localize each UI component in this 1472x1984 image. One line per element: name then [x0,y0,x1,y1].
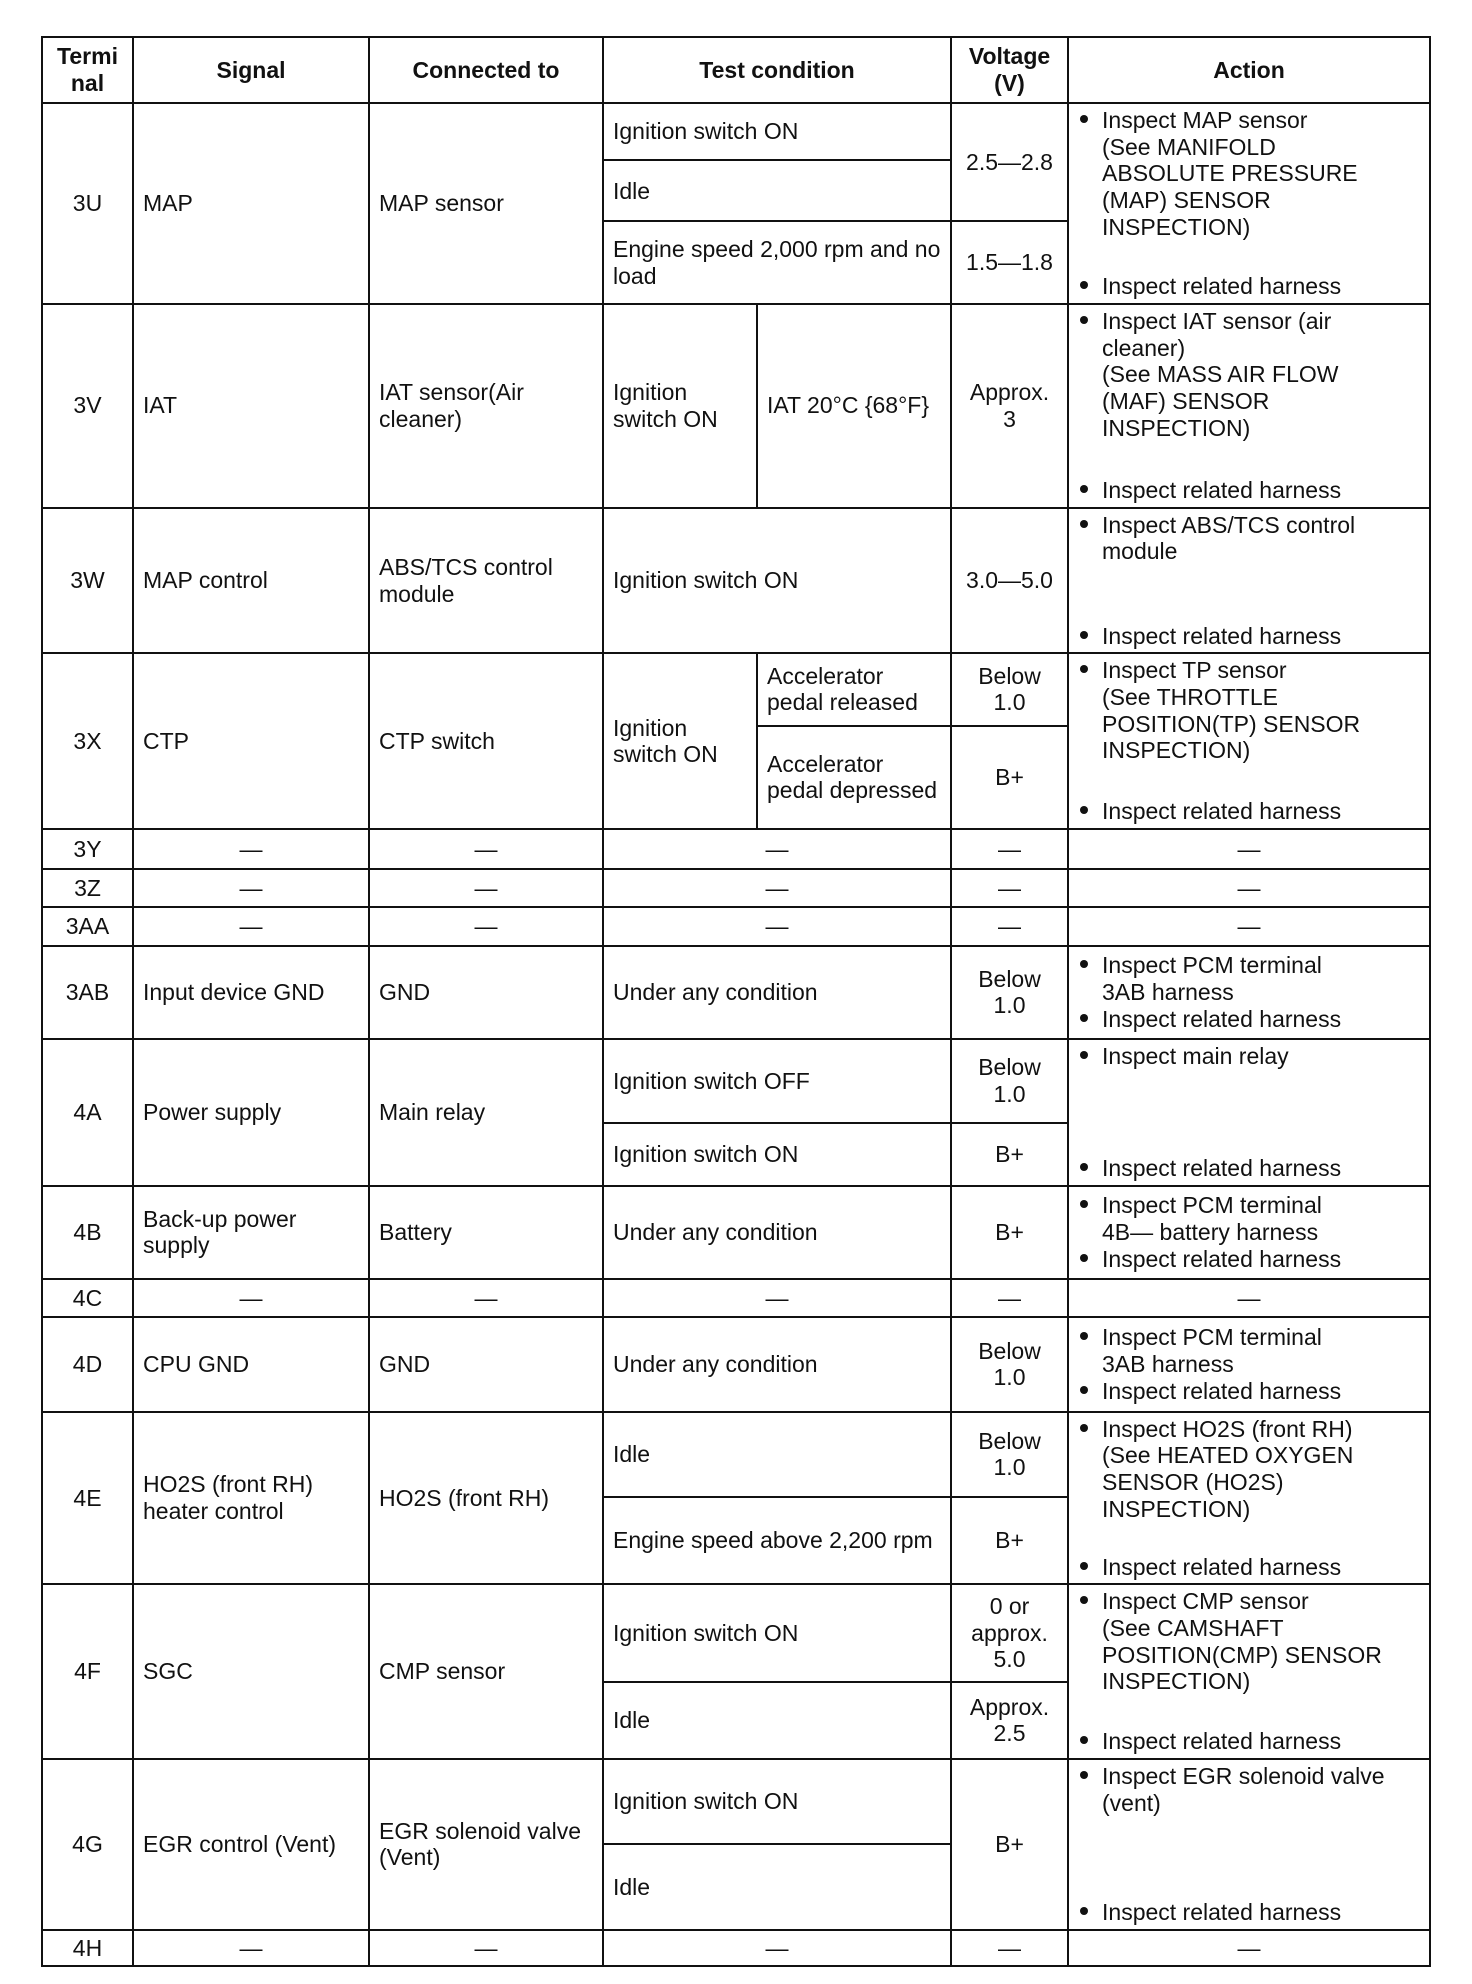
action-text: Inspect related harness [1102,273,1342,300]
action-text: Inspect related harness [1102,1377,1342,1404]
bullet-icon [1080,1200,1088,1208]
action-text: Inspect related harness [1102,622,1342,649]
action-cell [1068,653,1430,829]
bullet-icon [1080,631,1088,639]
action-text: Inspect related harness [1102,1728,1342,1755]
signal-cell: MAP control [133,508,369,654]
table-row [42,946,1430,1039]
connected-cell: MAP sensor [369,103,603,304]
empty-cell: — [1068,869,1430,907]
action-reference: (See MANIFOLD ABSOLUTE PRESSURE (MAP) SENSOR INSPECTION) [1102,133,1358,240]
action-cell [1068,1759,1430,1930]
table-row [42,1584,1430,1681]
header-signal: Signal [133,37,369,103]
voltage-cell: Below 1.0 [951,653,1068,725]
empty-cell: — [603,1930,951,1966]
test-condition-cell: Idle [603,1844,951,1929]
empty-cell: — [369,829,603,869]
terminal-cell: 4A [42,1039,133,1186]
terminal-cell: 3U [42,103,133,304]
voltage-cell: 2.5—2.8 [951,103,1068,221]
empty-cell: — [951,869,1068,907]
empty-cell: — [1068,907,1430,945]
terminal-cell: 3W [42,508,133,654]
connected-cell: ABS/TCS control module [369,508,603,654]
action-cell [1068,304,1430,508]
terminal-cell: 4D [42,1317,133,1411]
voltage-cell: B+ [951,726,1068,829]
terminal-cell: 3V [42,304,133,508]
connected-cell: HO2S (front RH) [369,1412,603,1585]
test-condition-cell: Idle [603,160,951,221]
bullet-icon [1080,1163,1088,1171]
test-condition-cell: Ignition switch ON [603,653,757,829]
empty-cell: — [951,1279,1068,1317]
connected-cell: Battery [369,1186,603,1279]
action-text: Inspect related harness [1102,1245,1342,1272]
test-condition-cell: Engine speed 2,000 rpm and no load [603,221,951,303]
bullet-icon [1080,1424,1088,1432]
action-text: Inspect HO2S (front RH) [1102,1415,1353,1442]
test-condition-cell: Under any condition [603,1186,951,1279]
table-row [42,653,1430,725]
bullet-icon [1080,281,1088,289]
connected-cell: EGR solenoid valve (Vent) [369,1759,603,1930]
action-cell [1068,1317,1430,1411]
bullet-icon [1080,1386,1088,1394]
terminal-cell: 4G [42,1759,133,1930]
signal-cell: Power supply [133,1039,369,1186]
signal-cell: HO2S (front RH) heater control [133,1412,369,1585]
bullet-icon [1080,1014,1088,1022]
test-condition-cell: Engine speed above 2,200 rpm [603,1497,951,1584]
table-row [42,1279,1430,1317]
voltage-cell: B+ [951,1123,1068,1185]
action-text: Inspect CMP sensor [1102,1588,1309,1615]
empty-cell: — [603,869,951,907]
terminal-cell: 3AA [42,907,133,945]
table-row [42,1930,1430,1966]
action-text: Inspect related harness [1102,1899,1342,1926]
voltage-cell: Below 1.0 [951,946,1068,1039]
terminal-cell: 4B [42,1186,133,1279]
table-row [42,869,1430,907]
connected-cell: Main relay [369,1039,603,1186]
empty-cell: — [1068,1279,1430,1317]
table-row [42,1186,1430,1279]
bullet-icon [1080,1051,1088,1059]
empty-cell: — [951,907,1068,945]
action-cell [1068,103,1430,304]
signal-cell: IAT [133,304,369,508]
voltage-cell: Approx. 2.5 [951,1682,1068,1759]
signal-cell: SGC [133,1584,369,1759]
bullet-icon [1080,1332,1088,1340]
empty-cell: — [1068,1930,1430,1966]
test-subcondition-cell: IAT 20°C {68°F} [757,304,951,508]
terminal-cell: 3X [42,653,133,829]
bullet-icon [1080,1562,1088,1570]
action-reference: (See THROTTLE POSITION(TP) SENSOR INSPECTION) [1102,684,1361,764]
action-text: Inspect PCM terminal 3AB harness [1102,952,1322,1005]
voltage-cell: B+ [951,1186,1068,1279]
bullet-icon [1080,485,1088,493]
action-reference: (See CAMSHAFT POSITION(CMP) SENSOR INSPECTION) [1102,1614,1382,1695]
table-row [42,907,1430,945]
action-cell [1068,1584,1430,1759]
test-condition-cell: Ignition switch ON [603,103,951,160]
signal-cell: Back-up power supply [133,1186,369,1279]
bullet-icon [1080,1254,1088,1262]
table-row [42,1317,1430,1411]
connected-cell: GND [369,946,603,1039]
action-cell [1068,1412,1430,1585]
table-row [42,103,1430,160]
action-reference: (See HEATED OXYGEN SENSOR (HO2S) INSPECTION) [1102,1442,1354,1522]
voltage-cell: B+ [951,1759,1068,1930]
table-row [42,304,1430,508]
test-condition-cell: Ignition switch ON [603,1584,951,1681]
action-text: Inspect ABS/TCS control module [1102,511,1356,565]
action-text: Inspect MAP sensor [1102,107,1308,133]
action-text: Inspect TP sensor [1102,657,1287,684]
action-text: Inspect related harness [1102,1005,1342,1032]
signal-cell: CTP [133,653,369,829]
empty-cell: — [133,1930,369,1966]
bullet-icon [1080,806,1088,814]
table-row [42,1039,1430,1123]
voltage-cell: 1.5—1.8 [951,221,1068,303]
terminal-cell: 4E [42,1412,133,1585]
test-condition-cell: Ignition switch ON [603,508,951,654]
voltage-cell: Below 1.0 [951,1039,1068,1123]
voltage-cell: Below 1.0 [951,1317,1068,1411]
action-text: Inspect related harness [1102,1553,1342,1580]
terminal-cell: 3Z [42,869,133,907]
test-condition-cell: Ignition switch ON [603,1759,951,1844]
empty-cell: — [133,907,369,945]
table-row [42,1412,1430,1497]
action-cell [1068,946,1430,1039]
test-condition-cell: Ignition switch ON [603,1123,951,1185]
empty-cell: — [369,907,603,945]
table-row [42,508,1430,654]
test-condition-cell: Under any condition [603,946,951,1039]
action-text: Inspect related harness [1102,1154,1342,1181]
action-text: Inspect related harness [1102,477,1342,504]
bullet-icon [1080,316,1088,324]
table-row [42,1759,1430,1844]
connected-cell: IAT sensor(Air cleaner) [369,304,603,508]
table-row [42,829,1430,869]
test-condition-cell: Idle [603,1412,951,1497]
bullet-icon [1080,665,1088,673]
terminal-cell: 4C [42,1279,133,1317]
empty-cell: — [1068,829,1430,869]
header-row [42,37,1430,103]
pcm-terminal-table [41,36,1431,1967]
header-test-condition: Test condition [603,37,951,103]
action-cell [1068,508,1430,654]
empty-cell: — [369,1930,603,1966]
voltage-cell: 3.0—5.0 [951,508,1068,654]
action-cell [1068,1039,1430,1186]
action-text: Inspect related harness [1102,798,1342,825]
action-text: Inspect EGR solenoid valve (vent) [1102,1762,1385,1816]
test-subcondition-cell: Accelerator pedal depressed [757,726,951,829]
header-terminal: Termi nal [42,37,133,103]
signal-cell: MAP [133,103,369,304]
bullet-icon [1080,960,1088,968]
voltage-cell: Below 1.0 [951,1412,1068,1497]
action-text: Inspect main relay [1102,1042,1289,1069]
test-condition-cell: Under any condition [603,1317,951,1411]
bullet-icon [1080,1771,1088,1779]
connected-cell: CTP switch [369,653,603,829]
action-cell [1068,1186,1430,1279]
connected-cell: CMP sensor [369,1584,603,1759]
header-action: Action [1068,37,1430,103]
empty-cell: — [603,1279,951,1317]
voltage-cell: 0 or approx. 5.0 [951,1584,1068,1681]
bullet-icon [1080,115,1088,123]
terminal-cell: 3AB [42,946,133,1039]
signal-cell: CPU GND [133,1317,369,1411]
header-voltage: Voltage (V) [951,37,1068,103]
empty-cell: — [133,869,369,907]
voltage-cell: Approx. 3 [951,304,1068,508]
terminal-cell: 4H [42,1930,133,1966]
action-text: Inspect PCM terminal 4B— battery harness [1102,1192,1322,1245]
test-condition-cell: Ignition switch ON [603,304,757,508]
terminal-cell: 3Y [42,829,133,869]
test-condition-cell: Idle [603,1682,951,1759]
bullet-icon [1080,1596,1088,1604]
action-reference: (See MASS AIR FLOW (MAF) SENSOR INSPECTION) [1102,361,1339,441]
empty-cell: — [951,829,1068,869]
bullet-icon [1080,1907,1088,1915]
empty-cell: — [369,869,603,907]
action-text: Inspect PCM terminal 3AB harness [1102,1324,1322,1377]
bullet-icon [1080,520,1088,528]
empty-cell: — [369,1279,603,1317]
test-condition-cell: Ignition switch OFF [603,1039,951,1123]
terminal-cell: 4F [42,1584,133,1759]
empty-cell: — [603,907,951,945]
signal-cell: Input device GND [133,946,369,1039]
voltage-cell: B+ [951,1497,1068,1584]
connected-cell: GND [369,1317,603,1411]
empty-cell: — [951,1930,1068,1966]
signal-cell: EGR control (Vent) [133,1759,369,1930]
empty-cell: — [133,1279,369,1317]
header-connected-to: Connected to [369,37,603,103]
action-text: Inspect IAT sensor (air cleaner) [1102,307,1332,361]
empty-cell: — [603,829,951,869]
empty-cell: — [133,829,369,869]
bullet-icon [1080,1736,1088,1744]
test-subcondition-cell: Accelerator pedal released [757,653,951,725]
